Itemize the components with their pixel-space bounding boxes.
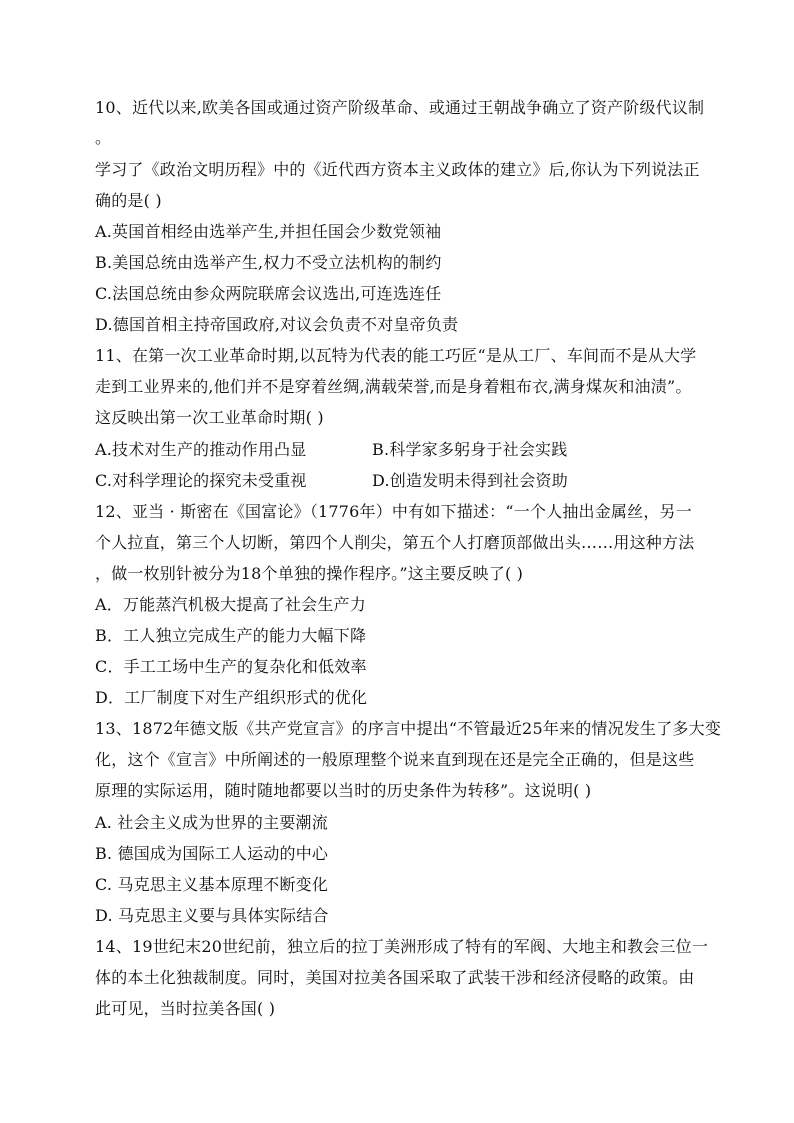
q12-option-d: D．工厂制度下对生产组织形式的优化 [95, 688, 368, 707]
q11-option-d: D.创造发明未得到社会资助 [372, 471, 568, 490]
q10-option-d: D.德国首相主持帝国政府,对议会负责不对皇帝负责 [95, 315, 459, 334]
q11-option-c: C.对科学理论的探究未受重视 [95, 471, 307, 490]
q10-option-a: A.英国首相经由选举产生,并担任国会少数党领袖 [95, 222, 442, 241]
q11-stem-line-2: 走到工业界来的,他们并不是穿着丝绸,满载荣誉,而是身着粗布衣,满身煤灰和油渍”。 [95, 377, 692, 396]
q12-stem-line-1: 12、亚当 · 斯密在《国富论》（1776年）中有如下描述：“一个人抽出金属丝，另一 [95, 502, 692, 521]
q13-option-b: B. 德国成为国际工人运动的中心 [95, 844, 329, 863]
q12-option-c: C．手工工场中生产的复杂化和低效率 [95, 657, 367, 676]
q10-option-b: B.美国总统由选举产生,权力不受立法机构的制约 [95, 253, 442, 272]
q11-stem-line-3: 这反映出第一次工业革命时期( ) [95, 408, 324, 427]
q13-stem-line-1: 13、1872年德文版《共产党宣言》的序言中提出“不管最近25年来的情况发生了多大变 [95, 719, 722, 738]
q12-stem-line-3: ，做一枚别针被分为18个单独的操作程序。”这主要反映了( ) [95, 564, 524, 583]
q10-option-c: C.法国总统由参众两院联席会议选出,可连选连任 [95, 284, 442, 303]
q11-option-a: A.技术对生产的推动作用凸显 [95, 440, 307, 459]
q14-stem-line-1: 14、19世纪末20世纪前，独立后的拉丁美洲形成了特有的军阀、大地主和教会三位一 [95, 937, 709, 956]
q13-option-a: A. 社会主义成为世界的主要潮流 [95, 813, 328, 832]
q13-option-d: D. 马克思主义要与具体实际结合 [95, 906, 329, 925]
q10-stem-line-3: 学习了《政治文明历程》中的《近代西方资本主义政体的建立》后,你认为下列说法正 [95, 160, 700, 179]
q14-stem-line-2: 体的本土化独裁制度。同时，美国对拉美各国采取了武装干涉和经济侵略的政策。由 [95, 968, 695, 987]
q11-options-row-1 [95, 438, 705, 462]
q11-stem-line-1: 11、在第一次工业革命时期,以瓦特为代表的能工巧匠“是从工厂、车间而不是从大学 [95, 346, 697, 365]
q13-stem-line-3: 原理的实际运用，随时随地都要以当时的历史条件为转移”。这说明( ) [95, 781, 592, 800]
q11-options-row-2 [95, 469, 705, 493]
q13-option-c: C. 马克思主义基本原理不断变化 [95, 875, 329, 894]
q12-option-a: A．万能蒸汽机极大提高了社会生产力 [95, 595, 366, 614]
q13-stem-line-2: 化，这个《宣言》中所阐述的一般原理整个说来直到现在还是完全正确的，但是这些 [95, 750, 695, 769]
q10-stem-line-4: 确的是( ) [95, 191, 162, 210]
q12-stem-line-2: 个人拉直，第三个人切断，第四个人削尖，第五个人打磨顶部做出头……用这种方法 [95, 533, 695, 552]
q14-stem-line-3: 此可见，当时拉美各国( ) [95, 999, 276, 1018]
q10-stem-line-1: 10、近代以来,欧美各国或通过资产阶级革命、或通过王朝战争确立了资产阶级代议制 [95, 98, 705, 117]
q10-stem-line-2: 。 [95, 128, 112, 147]
q12-option-b: B．工人独立完成生产的能力大幅下降 [95, 626, 367, 645]
q11-option-b: B.科学家多躬身于社会实践 [372, 440, 568, 459]
